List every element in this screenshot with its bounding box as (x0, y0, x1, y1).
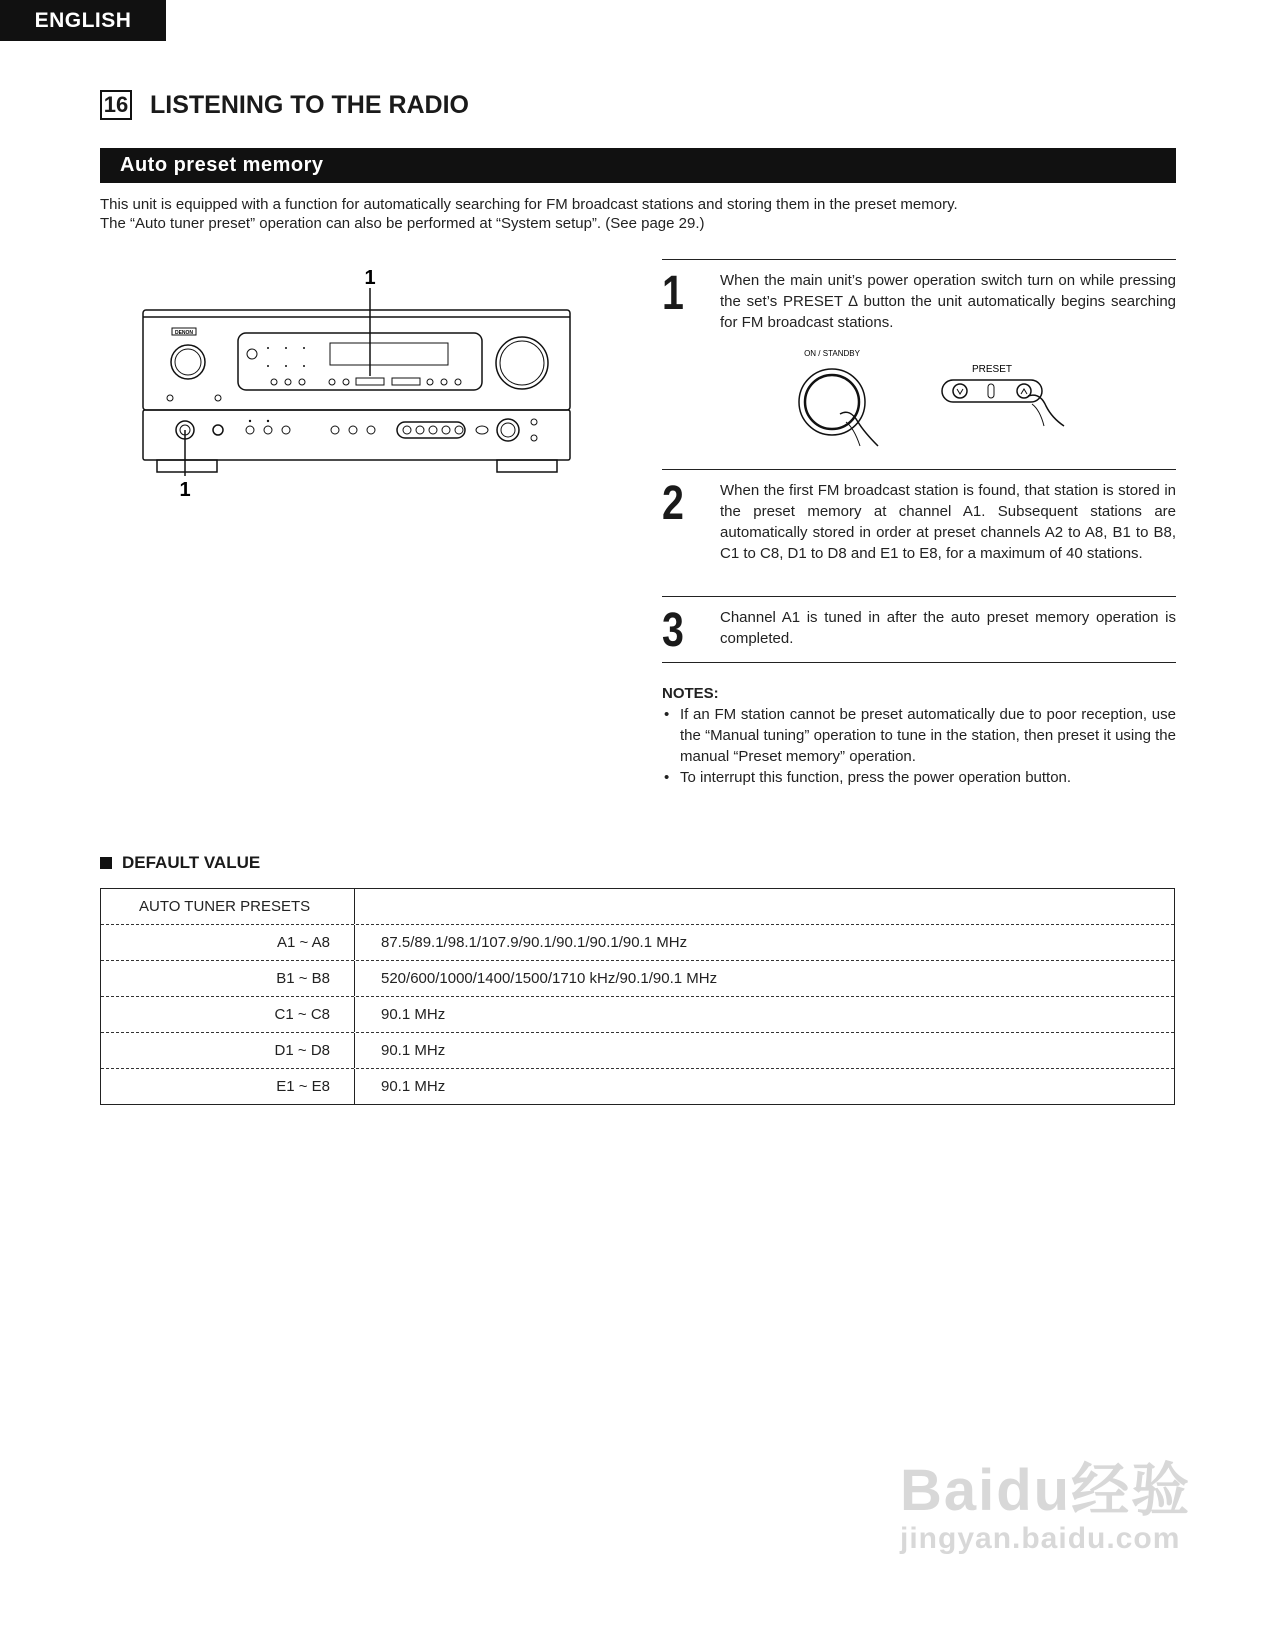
watermark (900, 1460, 1191, 1556)
preset-value: 87.5/89.1/98.1/107.9/90.1/90.1/90.1/90.1 MHz (381, 934, 688, 951)
step-1 (662, 259, 1176, 470)
square-bullet-icon (100, 857, 112, 869)
preset-range: B1 ~ B8 (101, 961, 355, 996)
watermark-url: jingyan.baidu.com (900, 1522, 1181, 1555)
intro-text (100, 195, 958, 233)
table-row (101, 960, 1174, 996)
table-row (101, 924, 1174, 960)
preset-value: 90.1 MHz (381, 1042, 446, 1059)
notes (662, 683, 1176, 788)
default-value-table (100, 888, 1175, 1105)
intro-line-1: This unit is equipped with a function for automatically searching for FM broadcast stations and storing them in the preset memory. (100, 196, 958, 213)
step-text: When the first FM broadcast station is found, that station is stored in the preset memory at channel A1. Subsequent stations are automatically stored in order at preset channels A2 to A8, B1 to B8, C1 to C8, D1 to D8 and E1 to E8, for a maximum of 40 stations. (720, 482, 1176, 562)
preset-value: 90.1 MHz (381, 1078, 446, 1095)
preset-range: E1 ~ E8 (101, 1069, 355, 1104)
step-number: 1 (662, 267, 684, 320)
step-number: 3 (662, 604, 684, 657)
brand-logo: DENON (174, 330, 194, 336)
receiver-front-panel-illustration (140, 270, 580, 510)
callout-bottom: 1 (179, 479, 191, 501)
watermark-logo: Baidu经验 (900, 1458, 1192, 1523)
notes-title: NOTES: (662, 685, 719, 702)
note-item: • To interrupt this function, press the power operation button. (662, 767, 1176, 788)
preset-label: PRESET (971, 364, 1013, 375)
table-row (101, 1032, 1174, 1068)
power-preset-illustration (792, 344, 1092, 454)
table-row (101, 1068, 1174, 1104)
section-number: 16 (100, 90, 132, 120)
note-item: • If an FM station cannot be preset automatically due to poor reception, use the “Manual tuning” operation to tune in the station, then preset it using the manual “Preset memory” operation. (662, 704, 1176, 767)
step-number: 2 (662, 477, 684, 530)
table-row (101, 996, 1174, 1032)
default-value-title: DEFAULT VALUE (122, 853, 261, 872)
table-header: AUTO TUNER PRESETS (101, 889, 355, 924)
default-value-heading (100, 853, 260, 873)
callout-top: 1 (364, 270, 376, 289)
step-text: When the main unit’s power operation switch turn on while pressing the set’s PRESET ∆ button the unit automatically begins searching for FM broadcast stations. (720, 272, 1176, 331)
subsection-banner: Auto preset memory (100, 148, 1176, 183)
page-title: LISTENING TO THE RADIO (150, 91, 469, 119)
table-header-row (101, 889, 1174, 924)
preset-value: 90.1 MHz (381, 1006, 446, 1023)
intro-line-2: The “Auto tuner preset” operation can also be performed at “System setup”. (See page 29.) (100, 215, 705, 232)
table-header-empty (355, 889, 1174, 924)
divider (662, 662, 1176, 663)
step-text: Channel A1 is tuned in after the auto preset memory operation is completed. (720, 609, 1176, 647)
step-2 (662, 469, 1176, 596)
on-standby-label: ON / STANDBY (804, 349, 860, 358)
preset-range: C1 ~ C8 (101, 997, 355, 1032)
preset-value: 520/600/1000/1400/1500/1710 kHz/90.1/90.1 MHz (381, 970, 718, 987)
step-3 (662, 596, 1176, 663)
language-tab: ENGLISH (0, 0, 166, 41)
preset-range: A1 ~ A8 (101, 925, 355, 960)
preset-range: D1 ~ D8 (101, 1033, 355, 1068)
